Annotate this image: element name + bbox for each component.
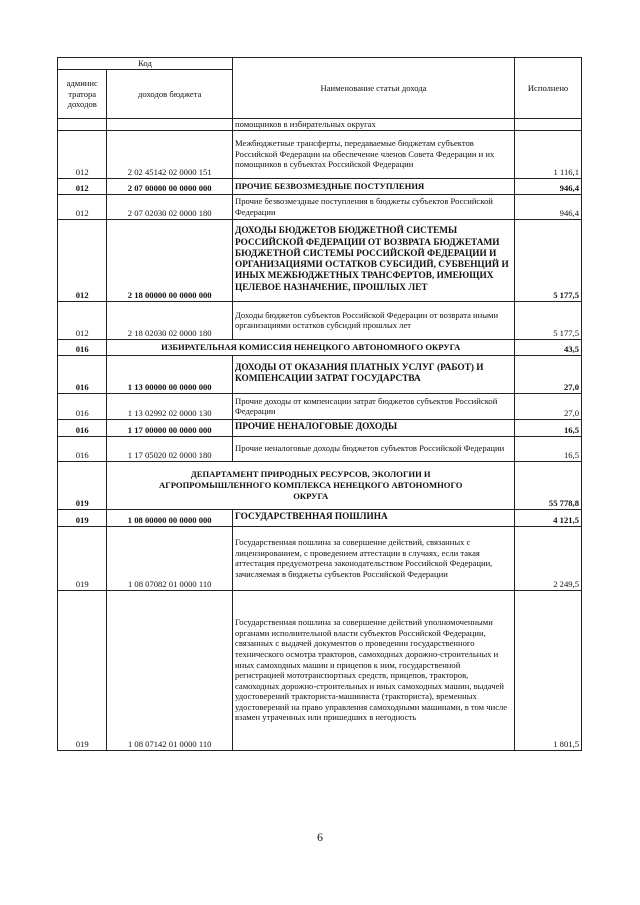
amount: 946,4 xyxy=(515,178,582,194)
table-row xyxy=(58,526,582,590)
table-row xyxy=(58,590,582,750)
budget-code: 1 13 02992 02 0000 130 xyxy=(107,393,233,419)
budget-code: 1 17 00000 00 0000 000 xyxy=(107,419,233,436)
header-row-top xyxy=(58,58,582,70)
item-name: ДОХОДЫ ОТ ОКАЗАНИЯ ПЛАТНЫХ УСЛУГ (РАБОТ) И КОМПЕНСАЦИИ ЗАТРАТ ГОСУДАРСТВА xyxy=(233,355,515,393)
item-name: Прочие безвозмездные поступления в бюджеты субъектов Российской Федерации xyxy=(233,194,515,219)
admin-code: 012 xyxy=(58,194,107,219)
amount: 16,5 xyxy=(515,419,582,436)
budget-code: 2 18 02030 02 0000 180 xyxy=(107,301,233,339)
header-budget: доходов бюджета xyxy=(107,70,233,119)
table-row xyxy=(58,355,582,393)
amount: 5 177,5 xyxy=(515,219,582,301)
amount: 27,0 xyxy=(515,355,582,393)
budget-code: 2 07 00000 00 0000 000 xyxy=(107,178,233,194)
budget-code: 1 08 07142 01 0000 110 xyxy=(107,590,233,750)
amount: 43,5 xyxy=(515,339,582,355)
admin-code: 019 xyxy=(58,590,107,750)
admin-code: 012 xyxy=(58,130,107,178)
budget-code: 1 17 05020 02 0000 180 xyxy=(107,436,233,461)
header-exec: Исполнено xyxy=(515,58,582,119)
admin-code: 016 xyxy=(58,355,107,393)
amount: 1 116,1 xyxy=(515,130,582,178)
table-row xyxy=(58,436,582,461)
item-name: Межбюджетные трансферты, передаваемые бюджетам субъектов Российской Федерации на обеспечение членов Совета Федерации и их помощников в субъектах Российской Федерации xyxy=(233,130,515,178)
amount: 55 778,8 xyxy=(515,461,582,509)
continuation-text: помощников в избирательных округах xyxy=(233,119,515,131)
table-row xyxy=(58,301,582,339)
continuation-row xyxy=(58,119,582,131)
budget-table-page xyxy=(57,57,582,751)
item-name: ДОХОДЫ БЮДЖЕТОВ БЮДЖЕТНОЙ СИСТЕМЫ РОССИЙСКОЙ ФЕДЕРАЦИИ ОТ ВОЗВРАТА БЮДЖЕТАМИ БЮДЖЕТНОЙ СИСТЕМЫ РОССИЙСКОЙ ФЕДЕРАЦИИ И ОРГАНИЗАЦИЯМИ ОСТАТКОВ СУБСИДИЙ, СУБВЕНЦИЙ И ИНЫХ МЕЖБЮДЖЕТНЫХ ТРАНСФЕРТОВ, ИМЕЮЩИХ ЦЕЛЕВОЕ НАЗНАЧЕНИЕ, ПРОШЛЫХ ЛЕТ xyxy=(233,219,515,301)
header-admin: админис тратора доходов xyxy=(58,70,107,119)
section-title: ИЗБИРАТЕЛЬНАЯ КОМИССИЯ НЕНЕЦКОГО АВТОНОМНОГО ОКРУГА xyxy=(107,339,515,355)
admin-code: 016 xyxy=(58,393,107,419)
table-row xyxy=(58,419,582,436)
item-name: Прочие неналоговые доходы бюджетов субъектов Российской Федерации xyxy=(233,436,515,461)
amount: 16,5 xyxy=(515,436,582,461)
revenue-table xyxy=(57,57,582,751)
budget-code: 1 08 07082 01 0000 110 xyxy=(107,526,233,590)
item-name: ГОСУДАРСТВЕННАЯ ПОШЛИНА xyxy=(233,509,515,526)
admin-code: 012 xyxy=(58,301,107,339)
item-name: ПРОЧИЕ НЕНАЛОГОВЫЕ ДОХОДЫ xyxy=(233,419,515,436)
amount: 4 121,5 xyxy=(515,509,582,526)
admin-code: 016 xyxy=(58,436,107,461)
budget-code: 2 18 00000 00 0000 000 xyxy=(107,219,233,301)
table-row xyxy=(58,219,582,301)
section-row xyxy=(58,339,582,355)
page-number: 6 xyxy=(317,830,323,844)
amount: 5 177,5 xyxy=(515,301,582,339)
item-name: Доходы бюджетов субъектов Российской Федерации от возврата иными организациями остатков субсидий прошлых лет xyxy=(233,301,515,339)
admin-code: 016 xyxy=(58,419,107,436)
budget-code: 1 13 00000 00 0000 000 xyxy=(107,355,233,393)
amount: 1 801,5 xyxy=(515,590,582,750)
header-name: Наименование статьи дохода xyxy=(233,58,515,119)
budget-code: 1 08 00000 00 0000 000 xyxy=(107,509,233,526)
table-row xyxy=(58,178,582,194)
budget-code: 2 02 45142 02 0000 151 xyxy=(107,130,233,178)
table-row xyxy=(58,194,582,219)
admin-code: 019 xyxy=(58,509,107,526)
table-row xyxy=(58,393,582,419)
header-kod: Код xyxy=(58,58,233,70)
amount: 946,4 xyxy=(515,194,582,219)
admin-code: 019 xyxy=(58,526,107,590)
section-row xyxy=(58,461,582,509)
amount: 2 249,5 xyxy=(515,526,582,590)
section-title: ДЕПАРТАМЕНТ ПРИРОДНЫХ РЕСУРСОВ, ЭКОЛОГИИ И АГРОПРОМЫШЛЕННОГО КОМПЛЕКСА НЕНЕЦКОГО АВТОНОМНОГО ОКРУГА xyxy=(107,461,515,509)
item-name: Государственная пошлина за совершение действий уполномоченными органами исполнительной власти субъектов Российской Федерации, связанных с выдачей документов о проведении государственного технического осмотра тракторов, самоходных дорожно-строительных и иных самоходных машин и прицепов к ним, государственной регистрацией мототранспортных средств, прицепов, тракторов, самоходных дорожно-строительных и иных самоходных машин, выдачей удостоверений тракториста-машиниста (тракториста), временных удостоверений на право управления самоходными машинами, в том числе взамен утраченных или пришедших в негодность xyxy=(233,590,515,750)
admin-code: 012 xyxy=(58,178,107,194)
item-name: Государственная пошлина за совершение действий, связанных с лицензированием, с проведением аттестации в случаях, если такая аттестация предусмотрена законодательством Российской Федерации, зачисляемая в бюджеты субъектов Российской Федерации xyxy=(233,526,515,590)
item-name: Прочие доходы от компенсации затрат бюджетов субъектов Российской Федерации xyxy=(233,393,515,419)
amount: 27,0 xyxy=(515,393,582,419)
admin-code: 016 xyxy=(58,339,107,355)
budget-code: 2 07 02030 02 0000 180 xyxy=(107,194,233,219)
table-row xyxy=(58,509,582,526)
admin-code: 019 xyxy=(58,461,107,509)
table-row xyxy=(58,130,582,178)
admin-code: 012 xyxy=(58,219,107,301)
item-name: ПРОЧИЕ БЕЗВОЗМЕЗДНЫЕ ПОСТУПЛЕНИЯ xyxy=(233,178,515,194)
